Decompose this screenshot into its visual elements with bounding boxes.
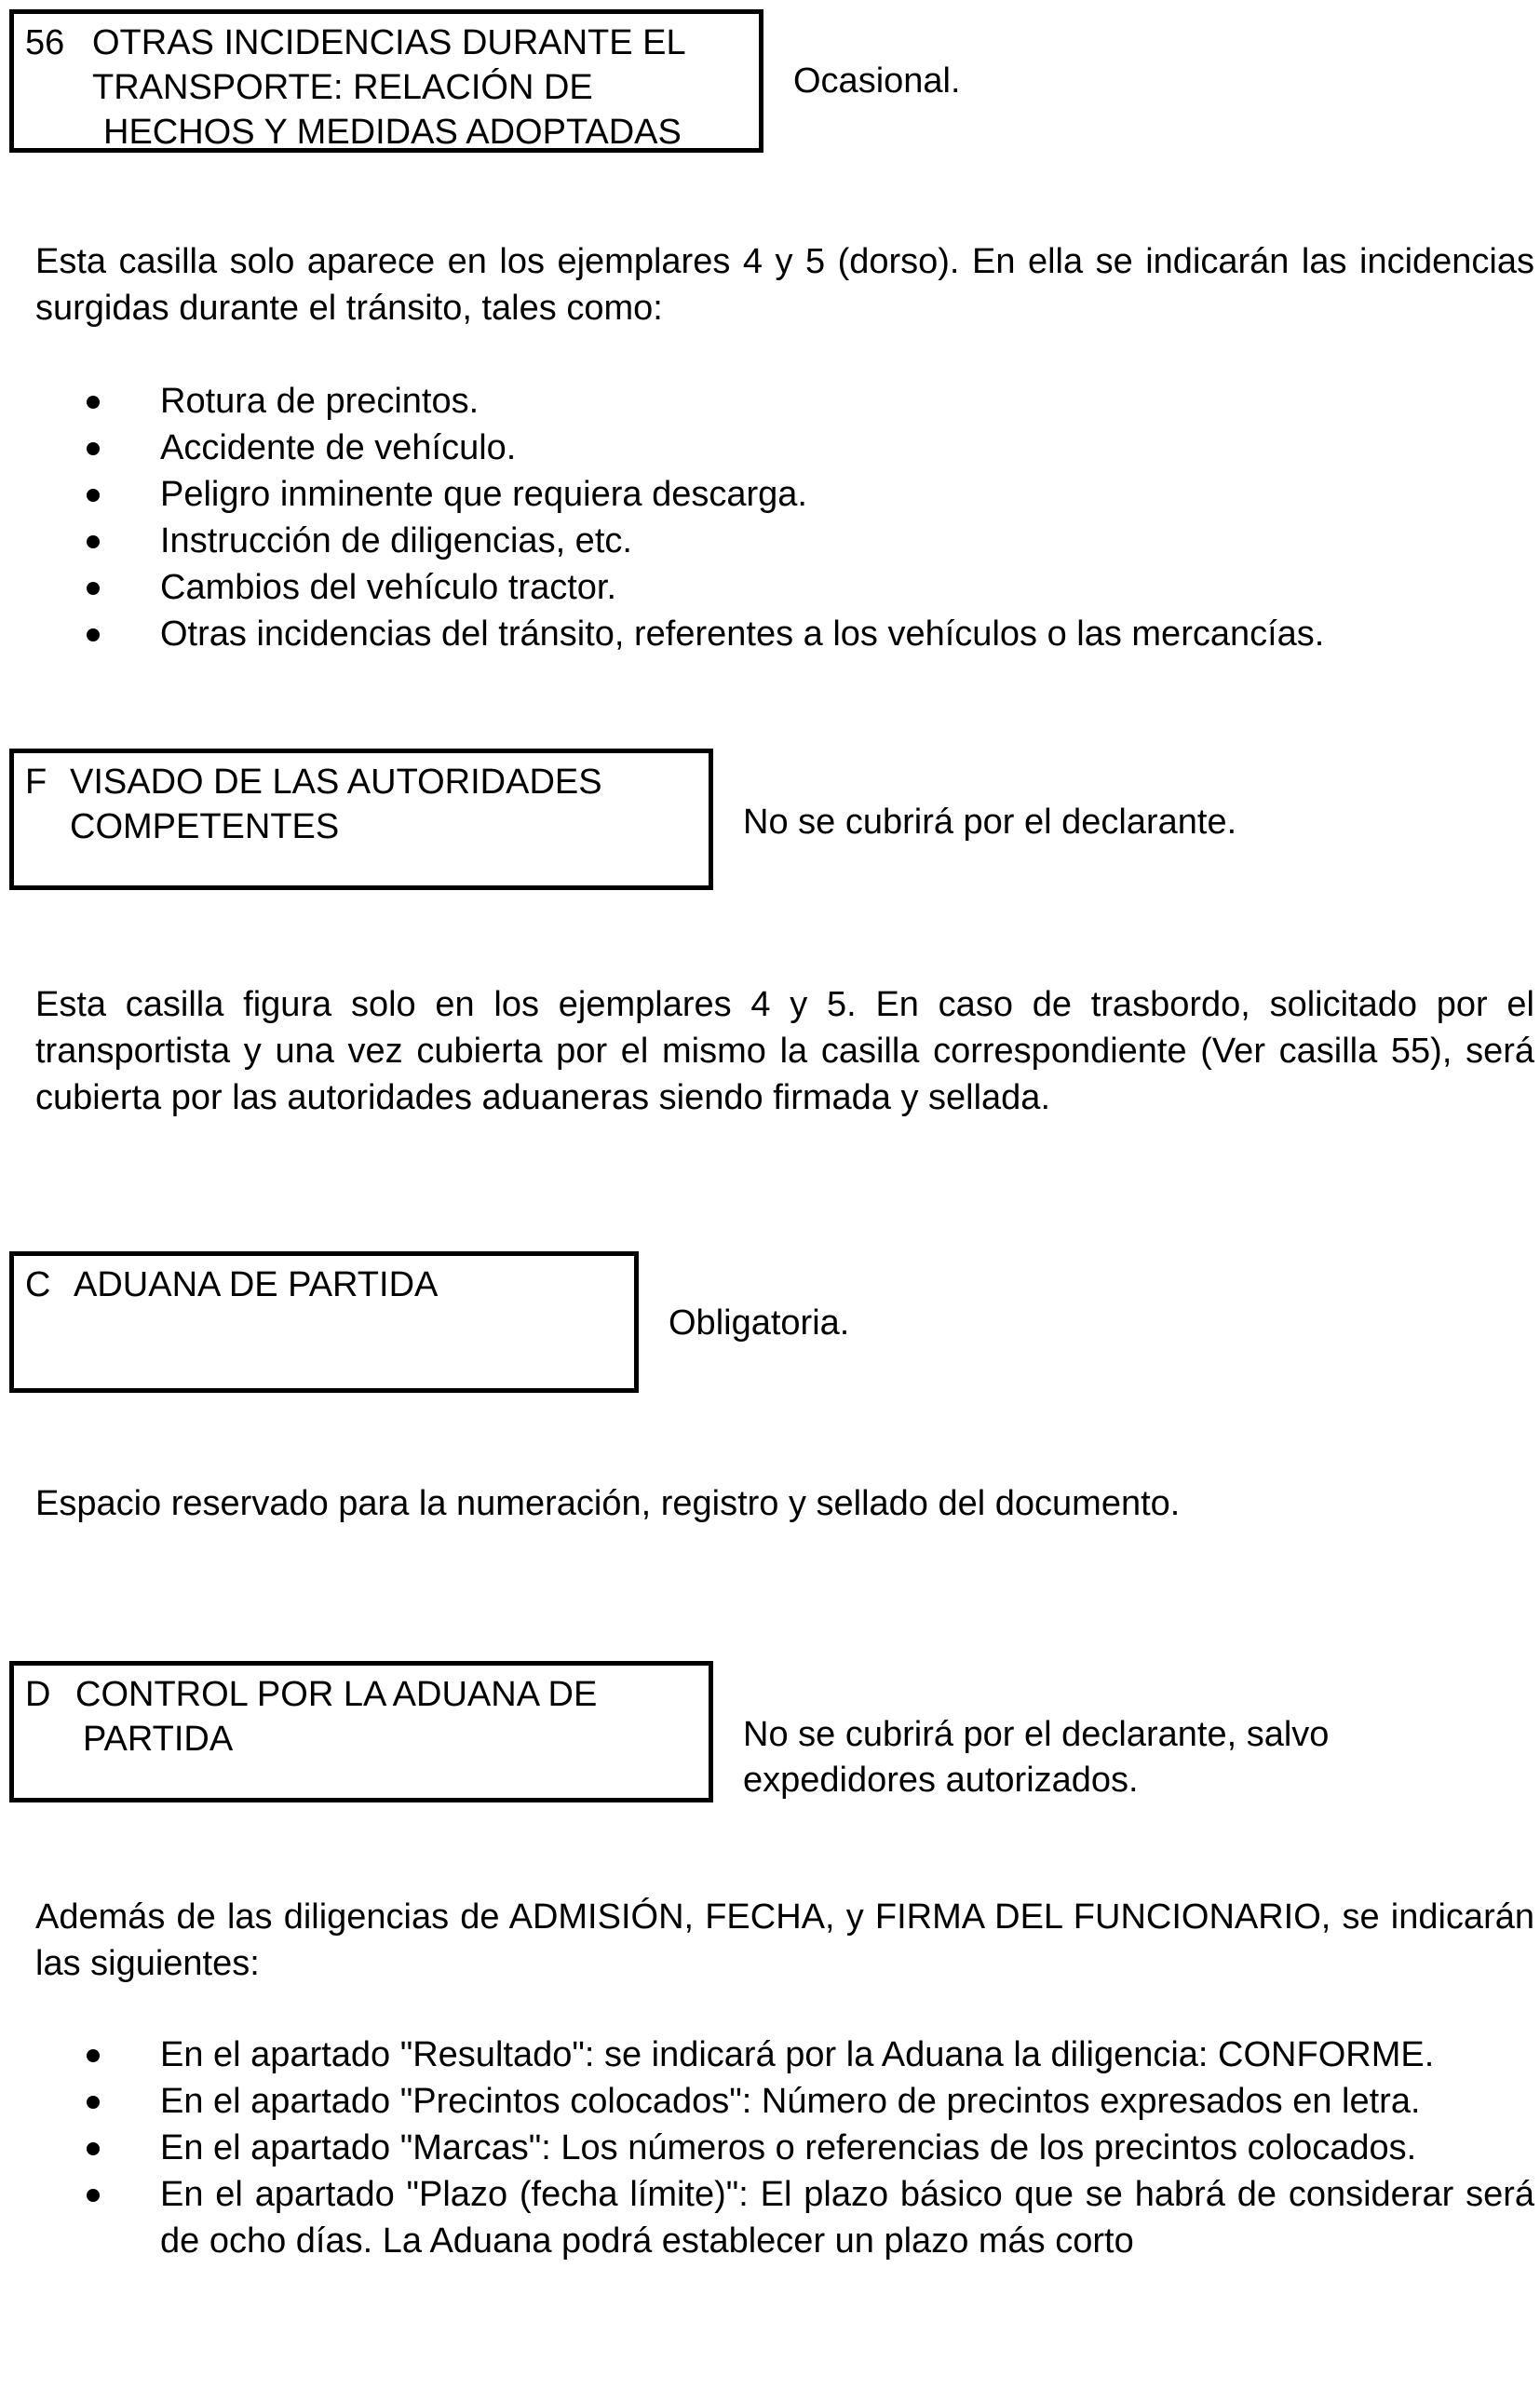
diligences-list — [0, 2032, 1534, 2264]
bullet-icon — [87, 535, 100, 548]
box-title-line-2: COMPETENTES — [70, 807, 340, 846]
bullet-icon — [87, 442, 100, 455]
box-d — [9, 1661, 713, 1802]
box-c — [9, 1251, 639, 1393]
incidents-list — [0, 378, 1534, 657]
list-item: En el apartado "Precintos colocados": Número de precintos expresados en letra. — [0, 2078, 1534, 2125]
paragraph-4: Además de las diligencias de ADMISIÓN, FECHA, y FIRMA DEL FUNCIONARIO, se indicarán las siguientes: — [35, 1897, 1534, 1983]
box-title-line-1: ADUANA DE PARTIDA — [74, 1265, 439, 1304]
box-title-line-2: PARTIDA — [83, 1720, 234, 1759]
bullet-icon — [87, 2049, 100, 2062]
paragraph-2: Esta casilla figura solo en los ejemplares 4 y 5. En caso de trasbordo, solicitado por el transportista y una vez cubierta por el mismo la casilla correspondiente (Ver casilla 55), será cubierta por las autoridades aduaneras siendo firmada y sellada. — [35, 985, 1534, 1117]
bullet-icon — [87, 489, 100, 502]
list-item: Accidente de vehículo. — [0, 425, 1534, 471]
box-title-line-1: OTRAS INCIDENCIAS DURANTE EL — [92, 23, 686, 62]
paragraph-1: Esta casilla solo aparece en los ejemplares 4 y 5 (dorso). En ella se indicarán las incidencias surgidas durante el tránsito, tales como: — [35, 242, 1534, 328]
box-letter: F — [25, 763, 47, 802]
list-item: Instrucción de diligencias, etc. — [0, 518, 1534, 564]
list-item: En el apartado "Resultado": se indicará por la Aduana la diligencia: CONFORME. — [0, 2032, 1534, 2078]
box-number: 56 — [25, 23, 65, 62]
box-f — [9, 749, 713, 890]
box-56 — [9, 9, 763, 153]
list-item: En el apartado "Plazo (fecha límite)": El plazo básico que se habrá de considerar será de ocho días. La Aduana podrá establecer un plazo más corto — [0, 2171, 1534, 2264]
bullet-icon — [87, 628, 100, 641]
list-item: Rotura de precintos. — [0, 378, 1534, 425]
paragraph-3: Espacio reservado para la numeración, registro y sellado del documento. — [35, 1484, 1181, 1523]
box-title-line-3: HECHOS Y MEDIDAS ADOPTADAS — [103, 113, 682, 152]
list-item: Peligro inminente que requiera descarga. — [0, 471, 1534, 518]
bullet-icon — [87, 2142, 100, 2155]
bullet-icon — [87, 2096, 100, 2109]
list-item: Cambios del vehículo tractor. — [0, 564, 1534, 611]
bullet-icon — [87, 2189, 100, 2202]
box-c-status: Obligatoria. — [669, 1303, 850, 1343]
box-title-line-2: TRANSPORTE: RELACIÓN DE — [92, 68, 593, 107]
list-item: Otras incidencias del tránsito, referentes a los vehículos o las mercancías. — [0, 611, 1534, 657]
bullet-icon — [87, 582, 100, 595]
list-item: En el apartado "Marcas": Los números o referencias de los precintos colocados. — [0, 2125, 1534, 2171]
box-letter: C — [25, 1265, 51, 1304]
box-letter: D — [25, 1675, 51, 1714]
box-f-status: No se cubrirá por el declarante. — [743, 803, 1237, 842]
box-d-status-line-1: No se cubrirá por el declarante, salvo — [743, 1715, 1330, 1754]
box-56-status: Ocasional. — [793, 61, 961, 101]
box-title-line-1: VISADO DE LAS AUTORIDADES — [70, 763, 602, 802]
bullet-icon — [87, 396, 100, 409]
box-title-line-1: CONTROL POR LA ADUANA DE — [75, 1675, 598, 1714]
box-d-status-line-2: expedidores autorizados. — [743, 1761, 1139, 1800]
